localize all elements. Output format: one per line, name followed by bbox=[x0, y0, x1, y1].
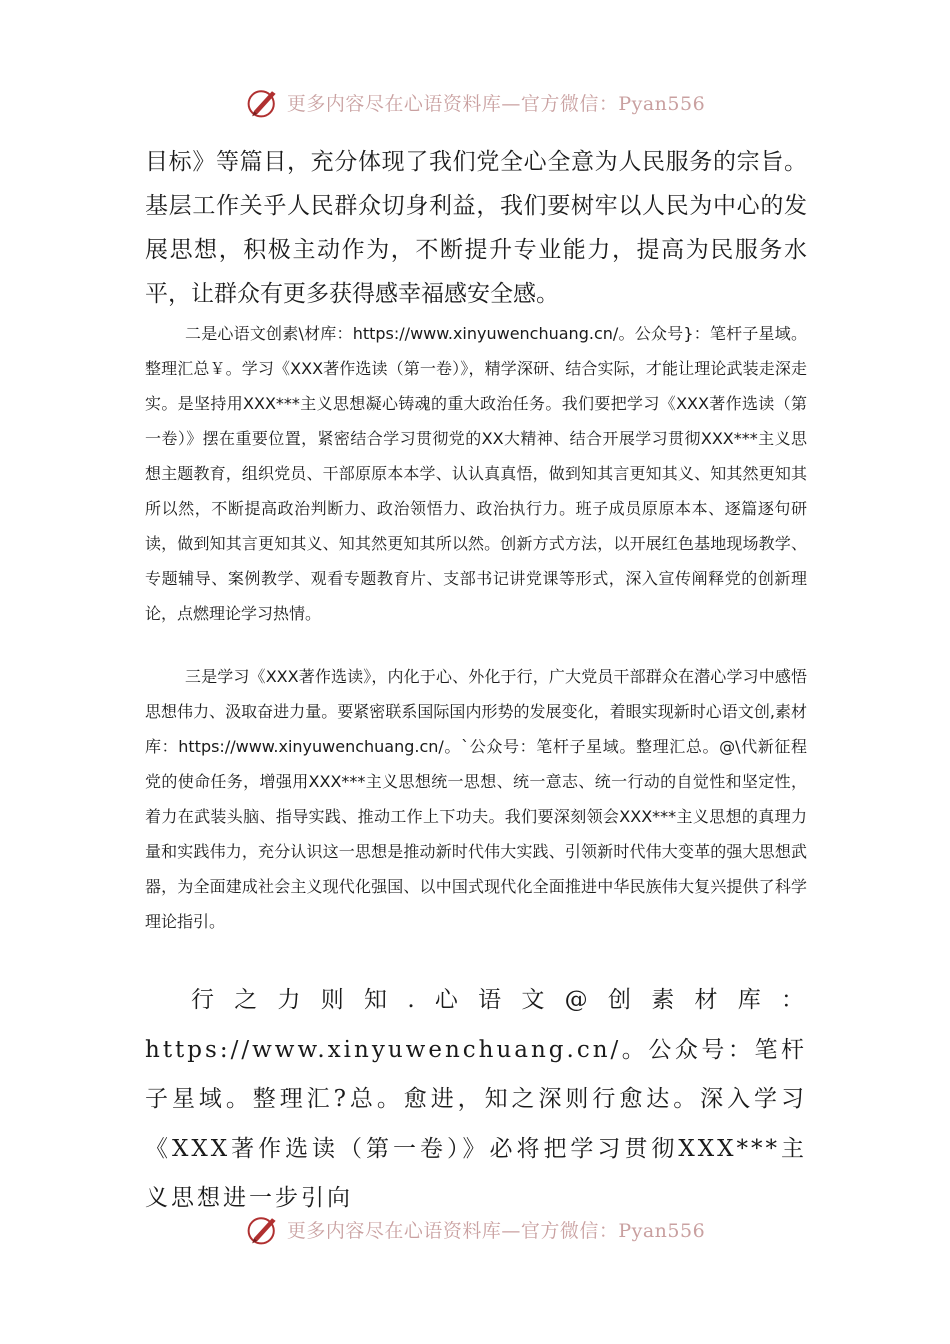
pen-logo-icon bbox=[245, 84, 281, 120]
paragraph-4 bbox=[145, 976, 807, 1224]
paragraph-1 bbox=[145, 140, 807, 316]
paragraph-3 bbox=[145, 659, 807, 939]
watermark-text: 更多内容尽在心语资料库—官方微信：Pyan556 bbox=[286, 92, 706, 115]
paragraph-4-text: 行之力则知.心语文@创素材库：https://www.xinyuwenchuang.cn/。公众号：笔杆子星域。整理汇?总。愈进，知之深则行愈达。深入学习《XXX著作选读（第一卷）》必将把学习贯彻XXX***主义思想进一步引向 bbox=[145, 987, 807, 1211]
header-watermark bbox=[0, 80, 950, 124]
paragraph-1-text: 目标》等篇目，充分体现了我们党全心全意为人民服务的宗旨。基层工作关乎人民群众切身利益，我们要树牢以人民为中心的发展思想，积极主动作为，不断提升专业能力，提高为民服务水平，让群众有更多获得感幸福感安全感。 bbox=[145, 149, 807, 307]
watermark-text: 更多内容尽在心语资料库—官方微信：Pyan556 bbox=[286, 1219, 706, 1242]
paragraph-2 bbox=[145, 316, 807, 631]
footer-watermark bbox=[0, 1207, 950, 1251]
paragraph-2-text: 二是心语文创素\材库：https://www.xinyuwenchuang.cn/。公众号}：笔杆子星域。整理汇总￥。学习《XXX著作选读（第一卷）》，精学深研、结合实际，才能让理论武装走深走实。是坚持用XXX***主义思想凝心铸魂的重大政治任务。我们要把学习《XXX著作选读（第一卷）》摆在重要位置，紧密结合学习贯彻党的XX大精神、结合开展学习贯彻XXX***主义思想主题教育，组织党员、干部原原本本学、认认真真悟，做到知其言更知其义、知其然更知其所以然，不断提高政治判断力、政治领悟力、政治执行力。班子成员原原本本、逐篇逐句研读，做到知其言更知其义、知其然更知其所以然。创新方式方法，以开展红色基地现场教学、专题辅导、案例教学、观看专题教育片、支部书记讲党课等形式，深入宣传阐释党的创新理论，点燃理论学习热情。 bbox=[145, 324, 807, 623]
pen-logo-icon bbox=[245, 1211, 281, 1247]
paragraph-3-text: 三是学习《XXX著作选读》，内化于心、外化于行，广大党员干部群众在潜心学习中感悟思想伟力、汲取奋进力量。要紧密联系国际国内形势的发展变化，着眼实现新时心语文创,素材库：https://www.xinyuwenchuang.cn/。`公众号：笔杆子星域。整理汇总。@\代新征程党的使命任务，增强用XXX***主义思想统一思想、统一意志、统一行动的自觉性和坚定性，着力在武装头脑、指导实践、推动工作上下功夫。我们要深刻领会XXX***主义思想的真理力量和实践伟力，充分认识这一思想是推动新时代伟大实践、引领新时代伟大变革的强大思想武器，为全面建成社会主义现代化强国、以中国式现代化全面推进中华民族伟大复兴提供了科学理论指引。 bbox=[145, 667, 807, 931]
